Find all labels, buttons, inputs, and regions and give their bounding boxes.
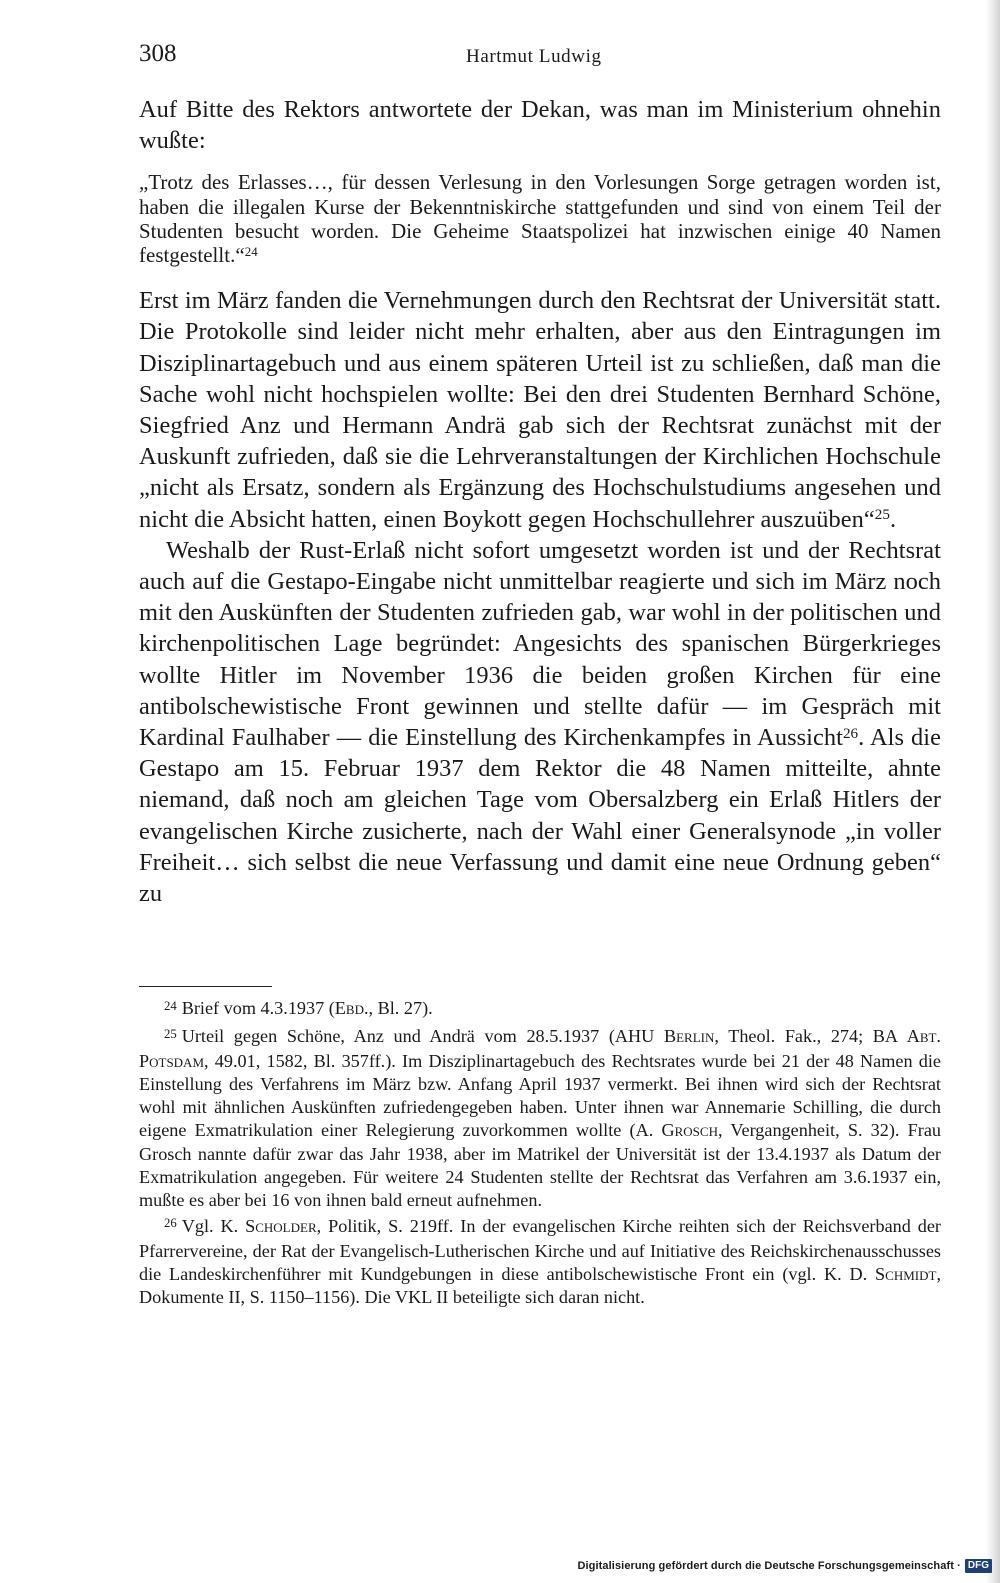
- footnote-author-name: Grosch: [661, 1120, 718, 1141]
- block-quote-text: „Trotz des Erlasses…, für dessen Verlesung in den Vorlesungen Sorge getragen worden ist, haben die illegalen Kurse der Bekenntniskirche stattgefunden und sind von einem Teil der Studenten besucht worden. Die Geheime Staatspolizei hat inzwischen einige 40 Namen festgestellt.“: [139, 170, 941, 268]
- scan-edge-shadow: [986, 0, 1000, 1583]
- paragraph-1-text: Auf Bitte des Rektors antwortete der Dekan, was man im Ministerium ohnehin wußte:: [139, 96, 941, 155]
- main-text: [139, 94, 941, 909]
- paragraph-3-text-b: . Als die Gestapo am 15. Februar 1937 dem Rektor die 48 Namen mitteilte, ahnte niemand, daß noch am gleichen Tage vom Obersalzberg ein Erlaß Hitlers der evangelischen Kirche zusicherte, nach der Wahl einer Generalsynode „in voller Freiheit… sich selbst die neue Verfassung und damit eine neue Ordnung geben“ zu: [139, 724, 941, 908]
- footnote-text: Vgl. K.: [181, 1215, 246, 1236]
- footnote-text: , Vergangenheit, S. 32). Frau Grosch nannte dafür zwar das Jahr 1938, aber im Matrikel der Universität ist der 13.4.1937 als Datum der Exmatrikulation angegeben. Für weitere 24 Studenten stellte der Rechtsrat das Verfahren am 3.6.1937 ein, mußte es aber bei 16 von ihnen bald erneut aufnehmen.: [139, 1120, 942, 1210]
- footnote-text: , 49.01, 1582, Bl. 357ff.). Im Disziplinartagebuch des Rechtsrates wurde bei 21 der 48 Namen die Einstellung des Verfahrens im März bzw. Anfang April 1937 vermerkt. Bei ihnen wird sich der Rechtsrat wohl mit ähnlichen Auskünften zufriedengegeben haben. Unter ihnen war Annemarie Schilling, die durch eigene Exmatrikulation einer Relegierung zuvorkommen wollte (A.: [139, 1051, 941, 1141]
- footnote-ref-24[interactable]: 24: [244, 243, 258, 259]
- footnote-number: 26: [164, 1216, 177, 1231]
- footnote-number: 24: [164, 998, 177, 1013]
- footnote-author-name: Schmidt: [875, 1264, 937, 1285]
- running-head-author: Hartmut Ludwig: [466, 46, 602, 67]
- footnote-text: Brief vom 4.3.1937 (: [181, 998, 335, 1018]
- dfg-watermark-text: Digitalisierung gefördert durch die Deutsche Forschungsgemeinschaft ·: [577, 1560, 961, 1572]
- paragraph-3: [139, 535, 941, 909]
- footnote-text: , Bl. 27).: [368, 998, 433, 1018]
- dfg-logo-icon: DFG: [965, 1559, 992, 1573]
- footnote-text: Urteil gegen Schöne, Anz und Andrä vom 28.5.1937 (AHU: [181, 1026, 664, 1047]
- footnote-archive-name: Abt. Potsdam: [139, 1026, 941, 1072]
- footnote-ref-25[interactable]: 25: [874, 507, 891, 524]
- footnote-author-name: Scholder: [245, 1215, 317, 1236]
- page-header: [139, 40, 939, 74]
- page-number: 308: [139, 40, 177, 67]
- paragraph-2: Erst im März fanden die Vernehmungen durch den Rechtsrat der Universität statt. Die Protokolle sind leider nicht mehr erhalten, aber aus den Eintragungen im Disziplinartagebuch und aus einem späteren Urteil ist zu schließen, daß man die Sache wohl nicht hochspielen wollte: Bei den drei Studenten Bernhard Schöne, Siegfried Anz und Hermann Andrä gab sich der Rechtsrat zunächst mit der Auskunft zufrieden, daß sie die Lehrveranstaltungen der Kirchlichen Hochschule „nicht als Ersatz, sondern als Ergänzung des Hochschulstudiums angesehen und nicht die Absicht hatten, einen Boykott gegen Hochschullehrer auszuüben“$^{25}$.: [139, 287, 941, 533]
- footnote-divider: [139, 986, 272, 987]
- footnote-25: [139, 1025, 941, 1212]
- paragraph-2-text: Erst im März fanden die Vernehmungen durch den Rechtsrat der Universität statt. Die Protokolle sind leider nicht mehr erhalten, aber aus den Eintragungen im Disziplinartagebuch und aus einem späteren Urteil ist zu schließen, daß man die Sache wohl nicht hochspielen wollte: Bei den drei Studenten Bernhard Schöne, Siegfried Anz und Hermann Andrä gab sich der Rechtsrat zunächst mit der Auskunft zufrieden, daß sie die Lehrveranstaltungen der Kirchlichen Hochschule „nicht als Ersatz, sondern als Ergänzung des Hochschulstudiums angesehen und nicht die Absicht hatten, einen Boykott gegen Hochschullehrer auszuüben“: [139, 287, 941, 533]
- paragraph-3-text-a: Weshalb der Rust-Erlaß nicht sofort umgesetzt worden ist und der Rechtsrat auch auf die Gestapo-Eingabe nicht unmittelbar reagierte und sich im März noch mit den Auskünften der Studenten zufrieden gab, war wohl in der politischen und kirchenpolitischen Lage begründet: Angesichts des spanischen Bürgerkrieges wollte Hitler im November 1936 die beiden großen Kirchen für eine antibolschewistische Front gewinnen und stellte dafür — im Gespräch mit Kardinal Faulhaber — die Einstellung des Kirchenkampfes in Aussicht: [139, 536, 941, 752]
- footnote-26: [139, 1215, 941, 1309]
- paragraph-1: [139, 94, 941, 156]
- block-quote: [139, 170, 941, 267]
- footnotes: [139, 997, 941, 1312]
- dfg-watermark: [577, 1558, 992, 1574]
- footnote-text: , Dokumente II, S. 1150–1156). Die VKL II beteiligte sich daran nicht.: [139, 1264, 941, 1308]
- footnote-ref-26[interactable]: 26: [842, 725, 859, 742]
- footnote-text: , Theol. Fak., 274; BA: [714, 1026, 907, 1047]
- footnote-text: , Politik, S. 219ff. In der evangelischen Kirche reihten sich der Reichsverband der Pfarrervereine, der Rat der Evangelisch-Lutherischen Kirche und auf Initiative des Reichskirchenausschusses die Landeskirchenführer mit Kundgebungen in diese antibolschewistische Front ein (vgl. K. D.: [139, 1215, 941, 1285]
- footnote-number: 25: [164, 1026, 177, 1041]
- footnote-archive-name: Berlin: [663, 1026, 715, 1047]
- footnote-source-abbrev: Ebd.: [334, 998, 369, 1018]
- footnote-24: [139, 997, 941, 1022]
